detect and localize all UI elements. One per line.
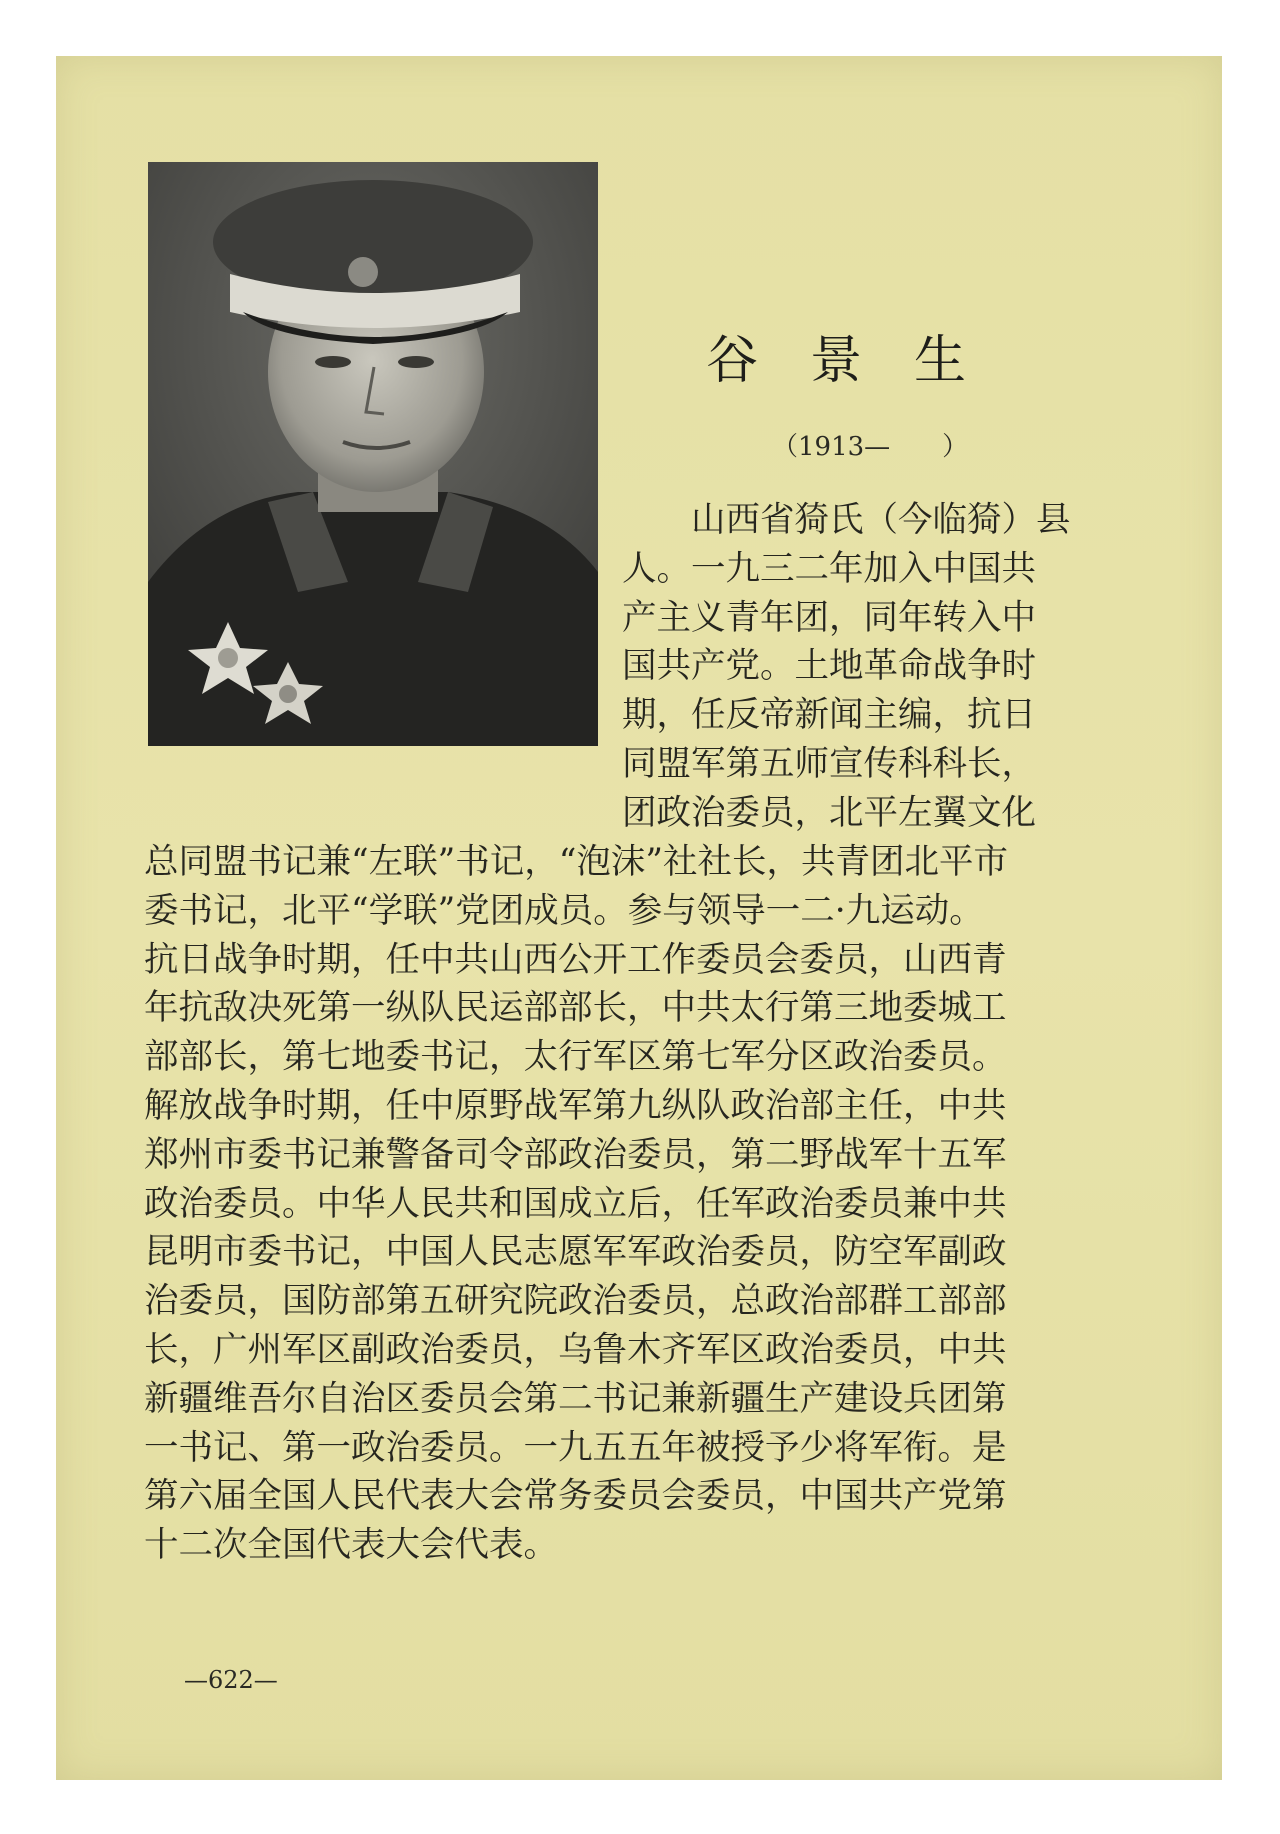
person-name: 谷景生 [706, 331, 1019, 391]
bio-side-paragraph [622, 496, 1071, 838]
bio-line: 新疆维吾尔自治区委员会第二书记兼新疆生产建设兵团第 [144, 1378, 1007, 1419]
bio-line: 人。一九三二年加入中国共 [622, 548, 1036, 589]
portrait-photo [148, 162, 598, 746]
bio-full-paragraph [144, 838, 1008, 1570]
bio-line: 总同盟书记兼“左联”书记，“泡沫”社社长，共青团北平市 [144, 842, 1009, 882]
bio-line: 团政治委员，北平左翼文化 [622, 792, 1036, 833]
bio-line: 政治委员。中华人民共和国成立后，任军政治委员兼中共 [144, 1183, 1007, 1224]
bio-line: 期，任反帝新闻主编，抗日 [622, 695, 1036, 736]
bio-line: 部部长，第七地委书记，太行军区第七军分区政治委员。 [144, 1037, 1007, 1078]
book-page [56, 56, 1222, 1780]
bio-line: 治委员，国防部第五研究院政治委员，总政治部群工部部 [144, 1281, 1007, 1322]
bio-line: 年抗敌决死第一纵队民运部部长，中共太行第三地委城工 [144, 988, 1007, 1029]
bio-line: 第六届全国人民代表大会常务委员会委员，中国共产党第 [144, 1476, 1007, 1517]
bio-line: 同盟军第五师宣传科科长， [622, 743, 1036, 784]
bio-line: 昆明市委书记，中国人民志愿军军政治委员，防空军副政 [144, 1232, 1007, 1273]
bio-line: 产主义青年团，同年转入中 [622, 597, 1036, 638]
bio-line: 国共产党。土地革命战争时 [622, 646, 1036, 687]
bio-line: 一书记、第一政治委员。一九五五年被授予少将军衔。是 [144, 1427, 1007, 1468]
bio-line: 委书记，北平“学联”党团成员。参与领导一二·九运动。 [144, 890, 984, 931]
bio-line: 山西省猗氏（今临猗）县 [622, 500, 1071, 540]
bio-line: 长，广州军区副政治委员，乌鲁木齐军区政治委员，中共 [144, 1329, 1007, 1370]
bio-line: 郑州市委书记兼警备司令部政治委员，第二野战军十五军 [144, 1134, 1007, 1175]
page-number: —622— [184, 1666, 278, 1694]
bio-line: 抗日战争时期，任中共山西公开工作委员会委员，山西青 [144, 939, 1007, 980]
bio-line: 十二次全国代表大会代表。 [144, 1525, 558, 1566]
bio-line: 解放战争时期，任中原野战军第九纵队政治部主任，中共 [144, 1085, 1007, 1126]
life-years: （1913— ） [772, 432, 969, 462]
